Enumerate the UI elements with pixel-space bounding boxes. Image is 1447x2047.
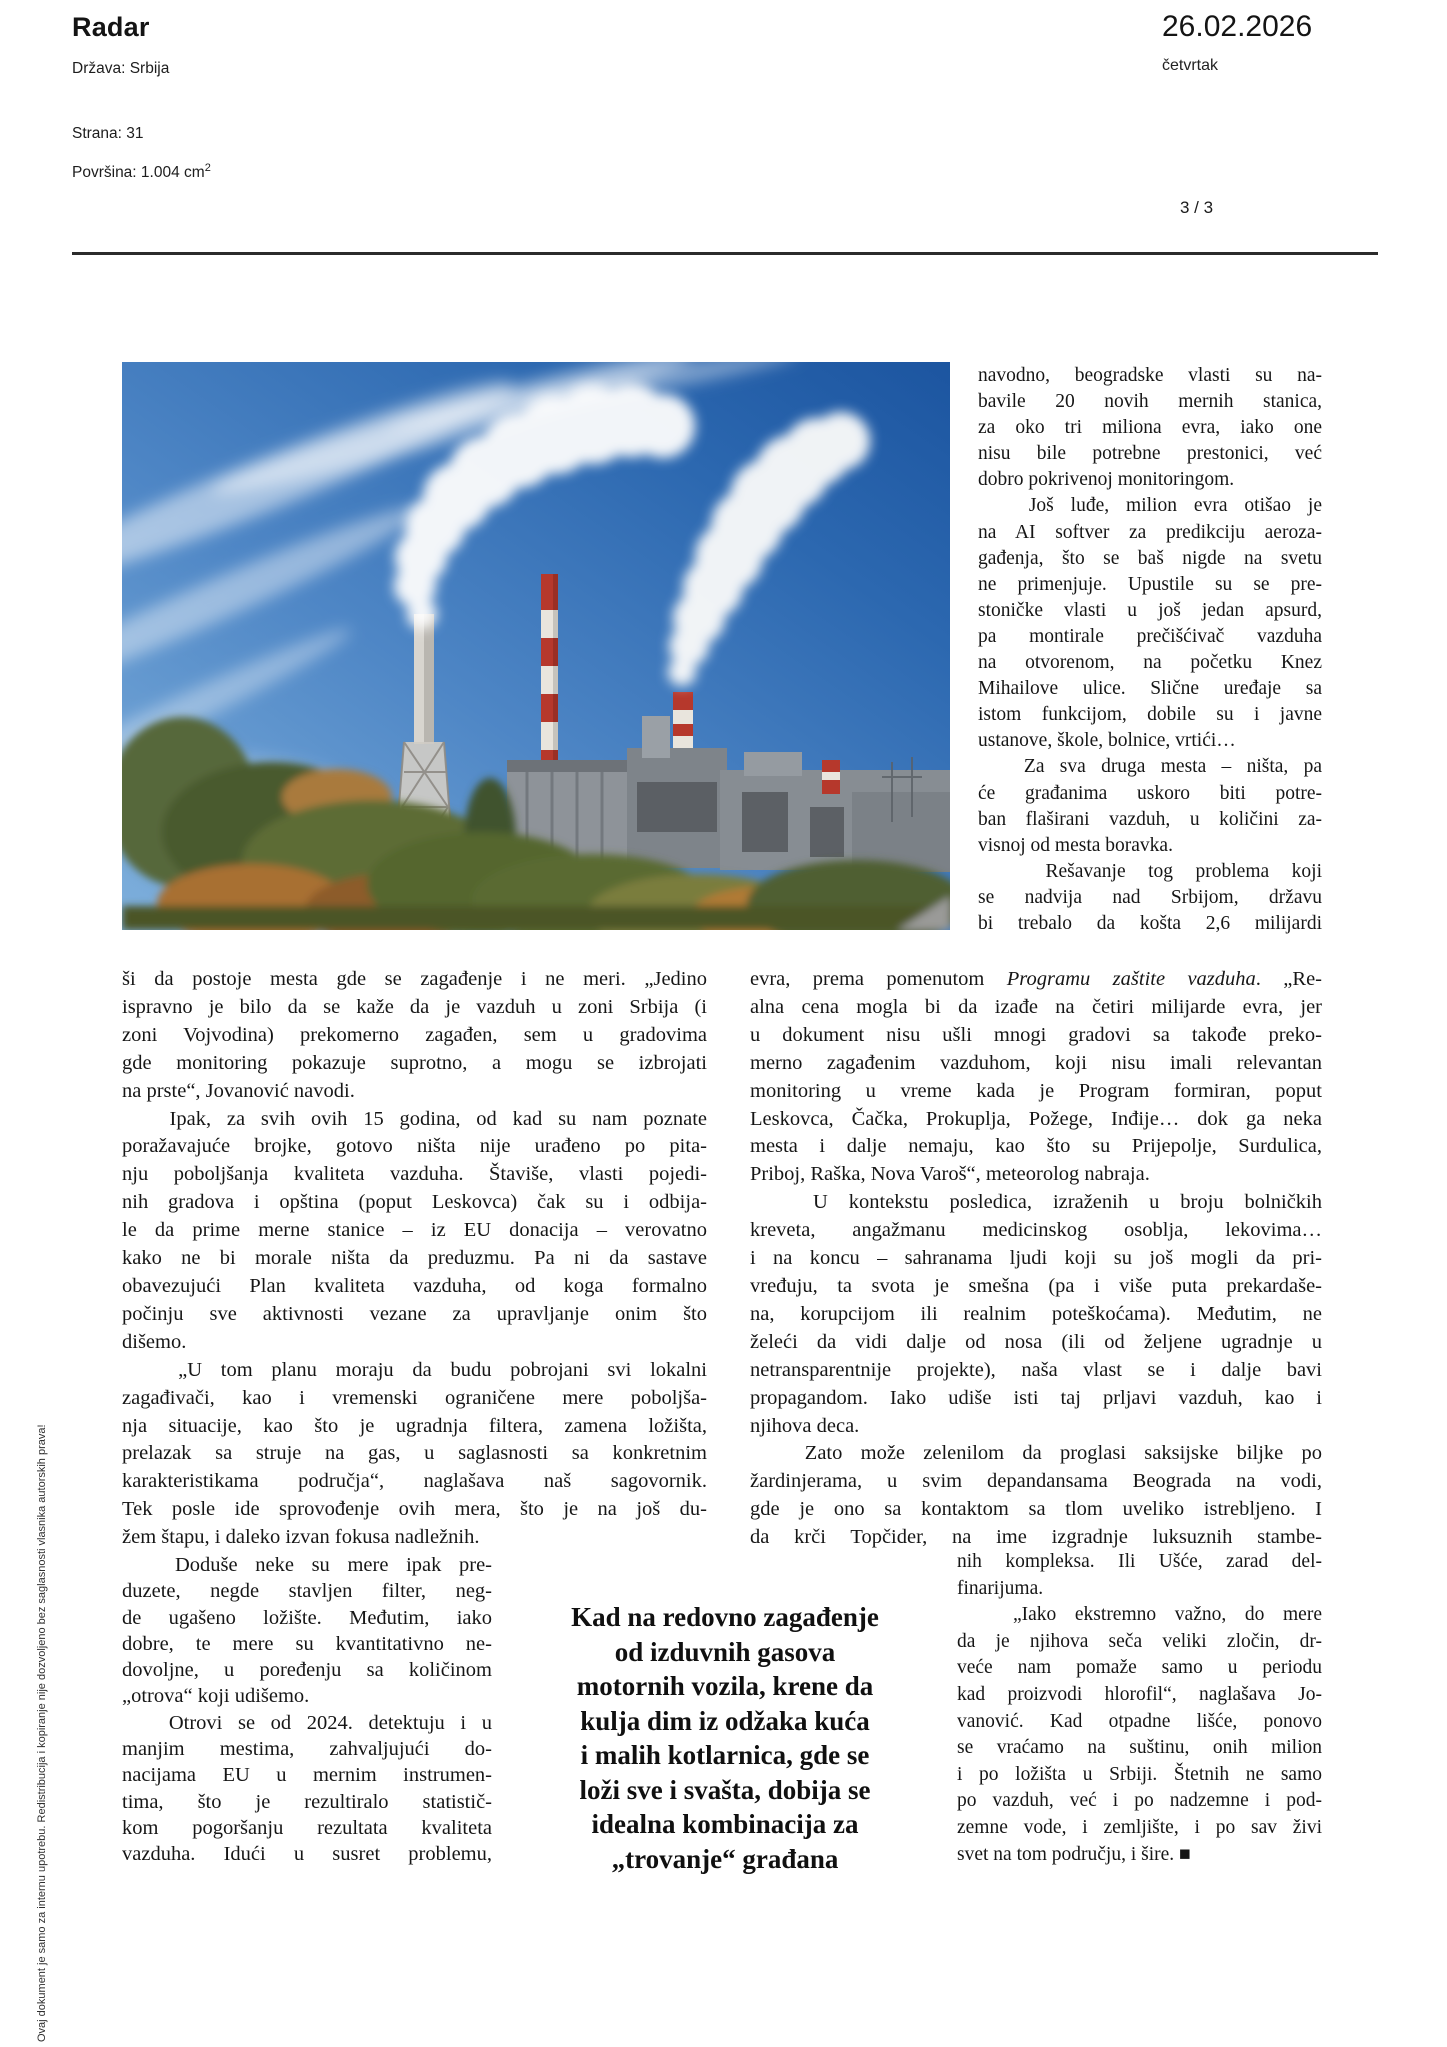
text-line: le da prime merne stanice – iz EU donacija – verovatno [122,1219,707,1242]
text-line: karakteristikama područja“, naglašava naš sagovornik. [122,1470,707,1493]
text-line: obavezujući Plan kvaliteta vazduha, od koga formalno [122,1274,707,1297]
text-line: motornih vozila, krene da [576,1671,874,1701]
text-line: zemne vode, i zemljište, i po sav živi [957,1816,1322,1838]
text-line: nih kompleksa. Ili Ušće, zarad del- [957,1551,1322,1572]
power-plant-photo-illustration [122,362,950,930]
article-photo [122,362,950,930]
text-line: de ugašeno ložište. Međutim, iako [122,1606,492,1629]
pull-quote [535,1600,915,1876]
text-line: tima, što je rezultiralo statistič- [122,1790,492,1813]
text-line: da krči Topčider, na ime izgradnje luksuznih stambe- [750,1526,1322,1549]
text-line: nacijama EU u mernim instrumen- [122,1764,492,1787]
text-line: nih gradova i opština (poput Leskovca) čak su i odbija- [122,1191,707,1214]
text-line: Otrovi se od 2024. detektuju i u [122,1711,492,1734]
issue-weekday: četvrtak [1162,57,1219,74]
text-line: ustanove, škole, bolnice, vrtići… [978,730,1236,752]
clip-pagination: 3 / 3 [1180,198,1214,217]
text-line: finarijuma. [957,1577,1044,1599]
text-line: ši da postoje mesta gde se zagađenje i ne meri. „Jedino [122,968,707,990]
article-column-right-bottom [957,1549,1322,1868]
text-line: monitoring u vreme kada je Program formiran, poput [750,1079,1322,1102]
text-line: „U tom planu moraju da budu pobrojani svi lokalni [122,1358,708,1381]
text-line: manjim mestima, zahvaljujući do- [122,1738,492,1761]
article-column-middle [750,966,1322,1552]
text-line: kom pogoršanju rezultata kvaliteta [122,1816,492,1839]
publication-name: Radar [72,12,150,42]
text-line: dišemo. [122,1330,187,1353]
text-line: će građanima uskoro biti potre- [978,782,1322,804]
text-line: gde je ono sa kontaktom sa tlom uveliko istrebljeno. I [750,1498,1322,1521]
text-line: Za sva druga mesta – ništa, pa [978,756,1322,778]
text-line: „otrova“ koji udišemo. [122,1685,310,1708]
text-line: mesta i dalje nemaju, kao što su Prijepolje, Surdulica, [750,1135,1322,1158]
text-line: istom funkcijom, dobile su i javne [978,704,1322,726]
area-superscript: 2 [204,162,211,174]
text-line: netransparentnije projekte), naša vlast se i dalje bavi [750,1358,1322,1381]
issue-date: 26.02.2026 [1162,10,1313,43]
area-label-text: Površina: 1.004 cm [72,164,205,182]
text-line: ban flaširani vazduh, u količini za- [978,808,1322,830]
text-line: Zato može zelenilom da proglasi saksijske biljke po [750,1442,1323,1465]
text-line: njihova deca. [750,1414,860,1437]
text-line: na prste“, Jovanović navodi. [122,1079,355,1102]
text-line: duzete, negde stavljen filter, neg- [122,1580,492,1603]
text-line: Priboj, Raška, Nova Varoš“, meteorolog nabraja. [750,1163,1150,1186]
text-line: ispravno je bilo da se kaže da je vazduh u zoni Srbija (i [122,995,707,1018]
area-label [72,162,211,182]
text-line: dobro pokrivenoj monitoringom. [978,469,1235,491]
text-line: bavile 20 novih mernih stanica, [978,391,1322,413]
text-line: evra, prema pomenutom Programu zaštite vazduha. „Re- [750,968,1322,990]
text-line: i malih kotlarnica, gde se [580,1740,870,1770]
text-line: „trovanje“ građana [611,1843,839,1874]
article-column-left-narrow [122,1552,492,1868]
text-line: Kad na redovno zagađenje [571,1602,879,1632]
text-line: Doduše neke su mere ipak pre- [122,1554,493,1576]
text-line: bi trebalo da košta 2,6 milijardi [978,912,1322,934]
text-line: zoni Vojvodina) prekomerno zagađen, sem u gradovima [122,1023,707,1046]
text-line: na, korupcijom ili realnim poteškoćama). Međutim, ne [750,1302,1322,1325]
text-line: kulja dim iz odžaka kuća [580,1705,870,1736]
text-line: prelazak sa struje na gas, u saglasnosti sa konkretnim [122,1442,707,1465]
text-line: Mihailove ulice. Slične uređaje sa [978,678,1322,700]
text-line: počinju sve aktivnosti vezane za upravljanje onim što [122,1302,707,1325]
text-line: za oko tri miliona evra, iako one [978,417,1322,439]
text-line: se vraćamo na suštinu, onih milion [957,1737,1322,1759]
text-line: stoničke vlasti u još jedan apsurd, [978,599,1322,621]
text-line: pa montirale prečišćivač vazduha [978,625,1322,647]
text-line: U kontekstu posledica, izraženih u broju bolničkih [750,1191,1322,1214]
text-line: gađenja, što se baš nigde na svetu [978,547,1322,569]
text-line: i na koncu – sahranama ljudi koji su još mogli da pri- [750,1247,1322,1270]
text-line: kad proizvodi hlorofil“, naglašava Jo- [957,1683,1322,1705]
text-line: nju poboljšanja kvaliteta vazduha. Štaviše, vlasti pojedi- [122,1163,707,1186]
text-line: kreveta, angažmanu medicinskog osoblja, lekovima… [750,1219,1322,1242]
text-line: ne primenjuje. Upustile su se pre- [978,573,1322,595]
text-line: vazduha. Idući u susret problemu, [122,1843,492,1866]
text-line: na AI softver za predikciju aeroza- [978,521,1322,543]
text-line: Još luđe, milion evra otišao je [978,495,1322,517]
article-column-right-top [978,363,1322,937]
text-line: gde monitoring pokazuje suprotno, a mogu se izbrojati [122,1051,707,1074]
text-line: Rešavanje tog problema koji [978,860,1322,882]
text-line: veće nam pomaže samo u periodu [957,1657,1322,1679]
text-line: od izduvnih gasova [614,1636,836,1667]
text-line: nisu bile potrebne prestonici, već [978,443,1322,465]
text-line: propagandom. Iako udiše isti taj prljavi vazduh, kao i [750,1386,1322,1409]
country-label: Država: Srbija [72,60,170,77]
text-line: idealna kombinacija za [591,1809,859,1839]
text-line: Ipak, za svih ovih 15 godina, od kad su nam poznate [122,1107,708,1130]
text-line: žardinjerama, u svim depandansama Beograda na vodi, [750,1470,1322,1493]
text-line: poražavajuće brojke, gotovo ništa nije urađeno po pita- [122,1135,707,1158]
text-line: po vazduh, već i po nadzemne i pod- [957,1790,1322,1812]
text-line: želeći da vidi dalje od nosa (ili od željene ugradnje u [750,1330,1322,1353]
text-line: merno zagađenim vazduhom, koji nisu imali relevantan [750,1051,1322,1074]
text-line: i po ložišta u Srbiji. Štetnih ne samo [957,1763,1322,1785]
text-line: alna cena mogla bi da izađe na četiri milijarde evra, jer [750,995,1322,1018]
text-line: vređuju, ta svota je smešna (pa i više puta prekardaše- [750,1274,1322,1297]
text-line: „Iako ekstremno važno, do mere [957,1604,1322,1626]
copyright-disclaimer-vertical: Ovaj dokument je samo za internu upotrebu. Redistribucija i kopiranje nije dozvoljeno bez saglasnosti vlasnika autorskih prava! [36,1424,48,2042]
text-line: kako ne bi morale ništa da preduzmu. Pa ni da sastave [122,1247,707,1270]
text-line: loži sve i svašta, dobija se [579,1774,871,1805]
text-line: vanović. Kad otpadne lišće, ponovo [957,1710,1322,1732]
article-column-left [122,966,707,1552]
text-line: navodno, beogradske vlasti su na- [978,365,1322,386]
text-line: da je njihova seča veliki zločin, dr- [957,1630,1322,1652]
page-number-label: Strana: 31 [72,125,144,142]
text-line: žem štapu, i daleko izvan fokusa nadležnih. [122,1526,480,1549]
text-line: svet na tom području, i šire. ■ [957,1843,1191,1865]
header-divider [72,252,1378,255]
text-line: Leskovca, Čačka, Prokuplja, Požege, Inđije… dok ga neka [750,1107,1322,1130]
text-line: u dokument nisu ušli mnogi gradovi sa takođe preko- [750,1023,1322,1046]
text-line: se nadvija nad Srbijom, državu [978,886,1322,908]
text-line: dobre, te mere su kvantitativno ne- [122,1632,492,1655]
text-line: na otvorenom, na početku Knez [978,652,1322,674]
text-line: nja situacije, kao što je ugradnja filtera, zamena ložišta, [122,1414,707,1437]
text-line: dovoljne, u poređenju sa količinom [122,1659,492,1682]
text-line: visnoj od mesta boravka. [978,834,1173,856]
text-line: Tek posle ide sprovođenje ovih mera, što je na još du- [122,1498,707,1521]
text-line: zagađivači, kao i vremenski ograničene mere poboljša- [122,1386,707,1409]
